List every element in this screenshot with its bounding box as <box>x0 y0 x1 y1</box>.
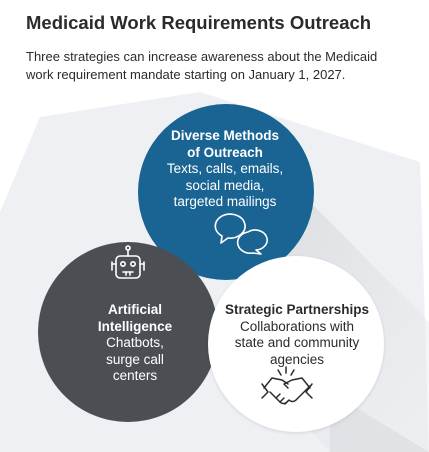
partnerships-text <box>212 302 382 368</box>
ai-text <box>70 302 200 385</box>
outreach-text <box>145 128 305 211</box>
ai-heading-line2: Intelligence <box>97 318 173 334</box>
partnerships-body-line2: state and community <box>234 335 360 350</box>
partnerships-body-line3: agencies <box>269 351 325 367</box>
ai-body-line1: Chatbots, <box>106 335 164 350</box>
outreach-heading-line2: of Outreach <box>187 144 263 160</box>
outreach-body-line1: Texts, calls, emails, <box>166 161 284 176</box>
outreach-body-line3: targeted mailings <box>173 194 277 209</box>
ai-heading-line1: Artificial <box>107 302 162 317</box>
partnerships-heading: Strategic Partnerships <box>224 302 370 317</box>
page-title: Medicaid Work Requirements Outreach <box>26 12 372 33</box>
venn-diagram <box>0 92 429 452</box>
outreach-body-line2: social media, <box>185 177 265 193</box>
partnerships-body-line1: Collaborations with <box>239 318 355 334</box>
page-subtitle: Three strategies can increase awareness about the Medicaid work requirement mandate starting on January 1, 2027. <box>26 49 378 82</box>
ai-body-line3: centers <box>112 368 158 383</box>
ai-body-line2: surge call <box>106 351 164 367</box>
outreach-heading-line1: Diverse Methods <box>170 128 280 143</box>
